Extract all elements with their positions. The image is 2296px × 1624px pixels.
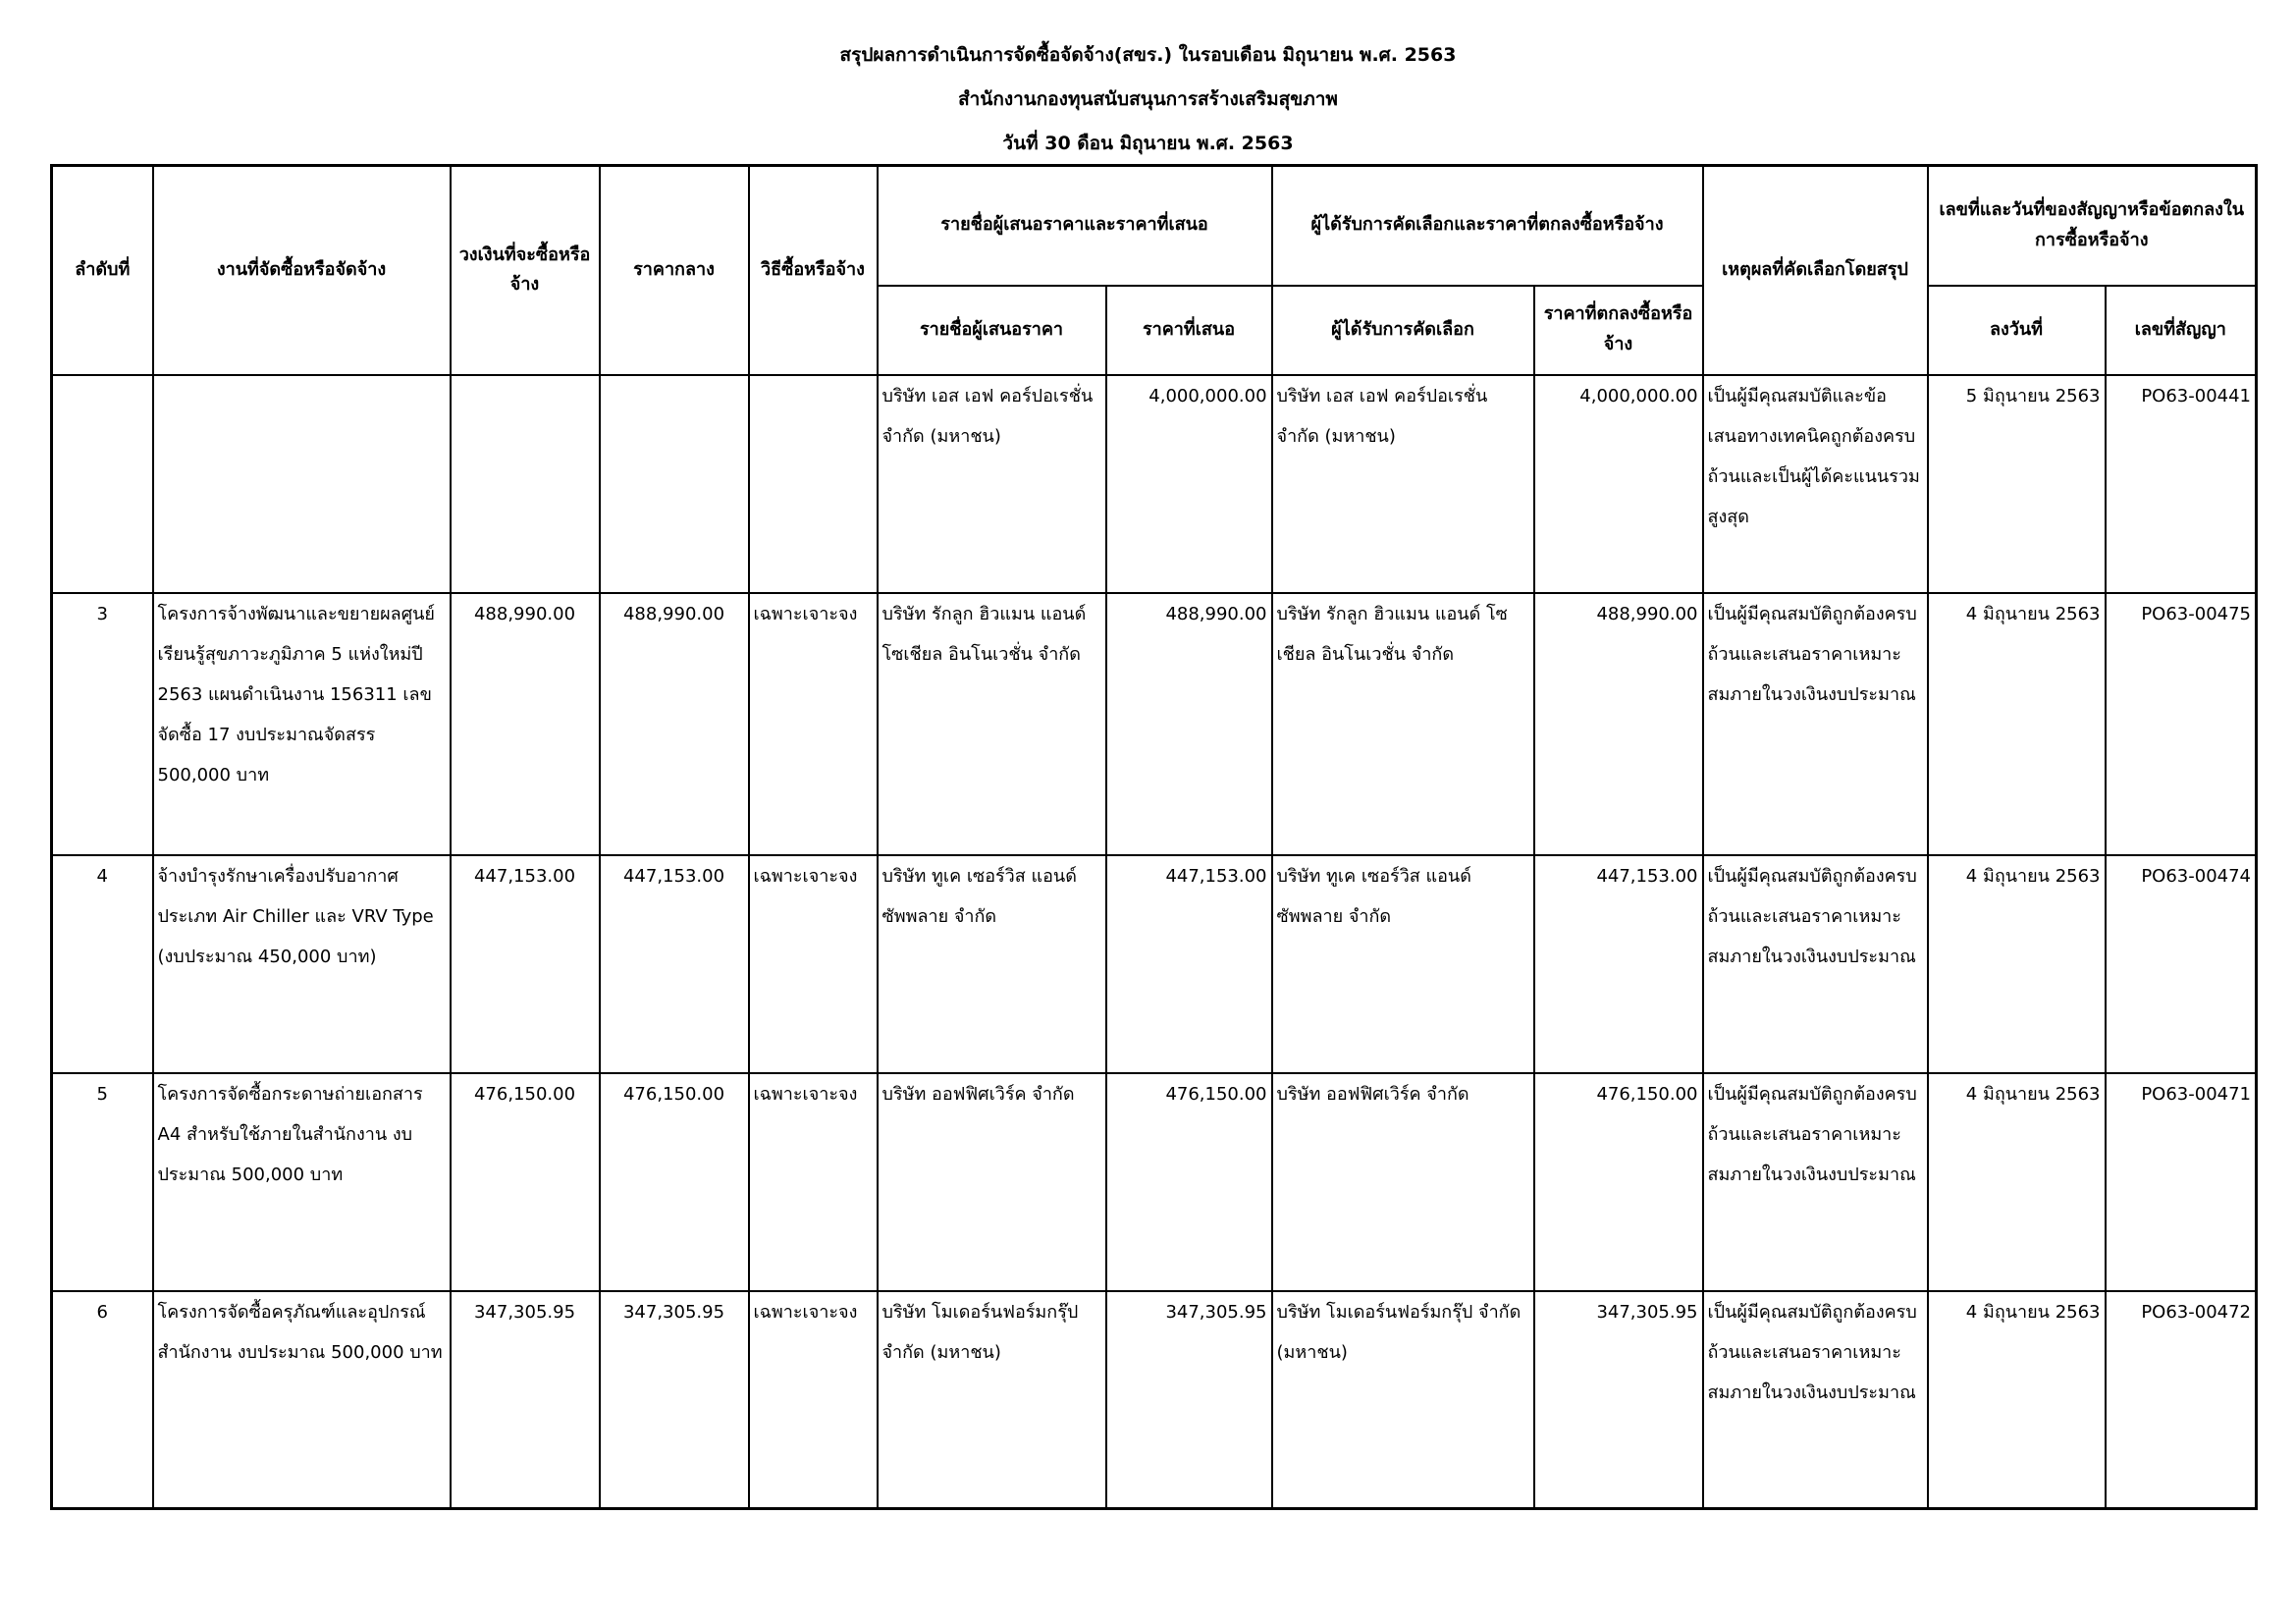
cell-budget: 347,305.95 [451,1291,600,1509]
cell-work: จ้างบำรุงรักษาเครื่องปรับอากาศประเภท Air Chiller และ VRV Type (งบประมาณ 450,000 บาท) [153,855,451,1073]
cell-no: 6 [52,1291,153,1509]
header-winner-name: ผู้ได้รับการคัดเลือก [1272,286,1534,375]
cell-budget: 447,153.00 [451,855,600,1073]
cell-no: 3 [52,593,153,855]
cell-no: 5 [52,1073,153,1291]
cell-median-price: 347,305.95 [600,1291,749,1509]
cell-contract-date: 4 มิถุนายน 2563 [1928,855,2106,1073]
cell-contract-date: 4 มิถุนายน 2563 [1928,1291,2106,1509]
header-contract-no: เลขที่สัญญา [2106,286,2257,375]
organization-name: สำนักงานกองทุนสนับสนุนการสร้างเสริมสุขภาพ [958,88,1338,110]
cell-contract-no: PO63-00474 [2106,855,2257,1073]
document-date: วันที่ 30 ดือน มิถุนายน พ.ศ. 2563 [1002,133,1294,154]
procurement-table [50,164,2258,1510]
cell-contract-date: 5 มิถุนายน 2563 [1928,375,2106,593]
cell-bid-price: 347,305.95 [1106,1291,1272,1509]
header-bid-price: ราคาที่เสนอ [1106,286,1272,375]
cell-method: เฉพาะเจาะจง [749,1073,878,1291]
cell-median-price [600,375,749,593]
cell-contract-no: PO63-00472 [2106,1291,2257,1509]
cell-winner: บริษัท เอส เอฟ คอร์ปอเรชั่น จำกัด (มหาชน) [1272,375,1534,593]
cell-winner: บริษัท โมเดอร์นฟอร์มกรุ๊ป จำกัด (มหาชน) [1272,1291,1534,1509]
cell-budget: 476,150.00 [451,1073,600,1291]
header-median-price: ราคากลาง [600,166,749,375]
cell-work [153,375,451,593]
cell-winner: บริษัท ออฟฟิศเวิร์ค จำกัด [1272,1073,1534,1291]
header-agreed-price: ราคาที่ตกลงซื้อหรือจ้าง [1534,286,1703,375]
cell-reason: เป็นผู้มีคุณสมบัติและข้อเสนอทางเทคนิคถูกต้องครบถ้วนและเป็นผู้ได้คะแนนรวมสูงสุด [1703,375,1928,593]
cell-winner: บริษัท รักลูก ฮิวแมน แอนด์ โซเชียล อินโนเวชั่น จำกัด [1272,593,1534,855]
table-header [52,166,2257,375]
cell-agreed-price: 476,150.00 [1534,1073,1703,1291]
cell-median-price: 488,990.00 [600,593,749,855]
cell-no: 4 [52,855,153,1073]
cell-bidder: บริษัท ออฟฟิศเวิร์ค จำกัด [878,1073,1106,1291]
cell-work: โครงการจ้างพัฒนาและขยายผลศูนย์เรียนรู้สุขภาวะภูมิภาค 5 แห่งใหม่ปี 2563 แผนดำเนินงาน 156311 เลขจัดซื้อ 17 งบประมาณจัดสรร 500,000 บาท [153,593,451,855]
cell-method: เฉพาะเจาะจง [749,593,878,855]
cell-reason: เป็นผู้มีคุณสมบัติถูกต้องครบถ้วนและเสนอราคาเหมาะสมภายในวงเงินงบประมาณ [1703,1291,1928,1509]
cell-method [749,375,878,593]
header-bidder-name: รายชื่อผู้เสนอราคา [878,286,1106,375]
header-bidders-group: รายชื่อผู้เสนอราคาและราคาที่เสนอ [878,166,1272,286]
cell-bidder: บริษัท ทูเค เซอร์วิส แอนด์ ซัพพลาย จำกัด [878,855,1106,1073]
cell-budget [451,375,600,593]
cell-bidder: บริษัท รักลูก ฮิวแมน แอนด์ โซเชียล อินโนเวชั่น จำกัด [878,593,1106,855]
document-title: สรุปผลการดำเนินการจัดซื้อจัดจ้าง(สขร.) ในรอบเดือน มิถุนายน พ.ศ. 2563 [839,44,1457,66]
header-contract-group: เลขที่และวันที่ของสัญญาหรือข้อตกลงในการซื้อหรือจ้าง [1928,166,2257,286]
cell-work: โครงการจัดซื้อครุภัณฑ์และอุปกรณ์สำนักงาน งบประมาณ 500,000 บาท [153,1291,451,1509]
cell-bid-price: 4,000,000.00 [1106,375,1272,593]
cell-agreed-price: 347,305.95 [1534,1291,1703,1509]
cell-bidder: บริษัท เอส เอฟ คอร์ปอเรชั่น จำกัด (มหาชน) [878,375,1106,593]
cell-median-price: 476,150.00 [600,1073,749,1291]
cell-contract-no: PO63-00475 [2106,593,2257,855]
cell-budget: 488,990.00 [451,593,600,855]
cell-contract-no: PO63-00441 [2106,375,2257,593]
table-row [52,1073,2257,1291]
cell-bid-price: 488,990.00 [1106,593,1272,855]
cell-reason: เป็นผู้มีคุณสมบัติถูกต้องครบถ้วนและเสนอราคาเหมาะสมภายในวงเงินงบประมาณ [1703,593,1928,855]
header-winner-group: ผู้ได้รับการคัดเลือกและราคาที่ตกลงซื้อหรือจ้าง [1272,166,1703,286]
cell-work: โครงการจัดซื้อกระดาษถ่ายเอกสาร A4 สำหรับใช้ภายในสำนักงาน งบประมาณ 500,000 บาท [153,1073,451,1291]
header-budget: วงเงินที่จะซื้อหรือจ้าง [451,166,600,375]
cell-contract-no: PO63-00471 [2106,1073,2257,1291]
table-body [52,375,2257,1509]
cell-method: เฉพาะเจาะจง [749,1291,878,1509]
header-method: วิธีซื้อหรือจ้าง [749,166,878,375]
cell-method: เฉพาะเจาะจง [749,855,878,1073]
cell-agreed-price: 447,153.00 [1534,855,1703,1073]
header-work: งานที่จัดซื้อหรือจัดจ้าง [153,166,451,375]
header-no: ลำดับที่ [52,166,153,375]
cell-contract-date: 4 มิถุนายน 2563 [1928,593,2106,855]
table-row [52,1291,2257,1509]
cell-agreed-price: 488,990.00 [1534,593,1703,855]
cell-median-price: 447,153.00 [600,855,749,1073]
header-contract-date: ลงวันที่ [1928,286,2106,375]
table-row [52,593,2257,855]
cell-bid-price: 476,150.00 [1106,1073,1272,1291]
cell-winner: บริษัท ทูเค เซอร์วิส แอนด์ ซัพพลาย จำกัด [1272,855,1534,1073]
cell-contract-date: 4 มิถุนายน 2563 [1928,1073,2106,1291]
cell-agreed-price: 4,000,000.00 [1534,375,1703,593]
cell-no [52,375,153,593]
cell-reason: เป็นผู้มีคุณสมบัติถูกต้องครบถ้วนและเสนอราคาเหมาะสมภายในวงเงินงบประมาณ [1703,1073,1928,1291]
cell-bid-price: 447,153.00 [1106,855,1272,1073]
table-row [52,375,2257,593]
cell-reason: เป็นผู้มีคุณสมบัติถูกต้องครบถ้วนและเสนอราคาเหมาะสมภายในวงเงินงบประมาณ [1703,855,1928,1073]
cell-bidder: บริษัท โมเดอร์นฟอร์มกรุ๊ป จำกัด (มหาชน) [878,1291,1106,1509]
table-row [52,855,2257,1073]
header-reason: เหตุผลที่คัดเลือกโดยสรุป [1703,166,1928,375]
